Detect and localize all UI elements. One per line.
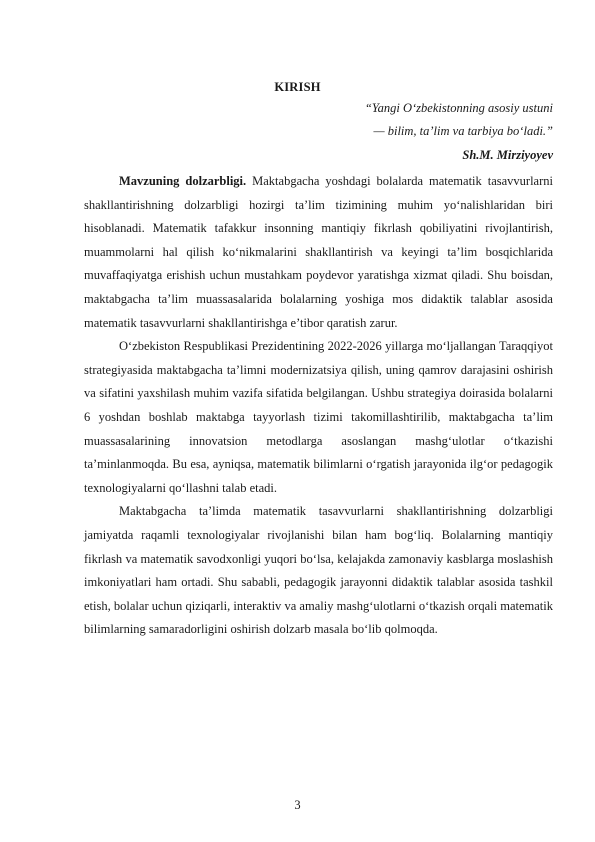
epigraph-author: Sh.M. Mirziyoyev	[462, 148, 553, 162]
paragraph-lead: Mavzuning dolzarbligi.	[119, 174, 247, 188]
epigraph-line-1: “Yangi O‘zbekistonning asosiy ustuni	[364, 101, 553, 115]
body-text	[84, 170, 553, 642]
paragraph-2: O‘zbekiston Respublikasi Prezidentining 2022-2026 yillarga mo‘ljallangan Taraqqiyot strategiyasida maktabgacha ta’limni modernizatsiya qilish, uning qamrov darajasini oshirish va sifatini yaxshilash muhim vazifa sifatida belgilangan. Ushbu strategiya doirasida bolalarni 6 yoshdan boshlab maktabga tayyorlash tizimi takomillashtirilib, maktabgacha ta’lim muassasalarining innovatsion metodlarga asoslangan mashg‘ulotlar o‘tkazishi ta’minlanmoqda. Bu esa, ayniqsa, matematik bilimlarni o‘rgatish jarayonida ilg‘or pedagogik texnologiyalarni qo‘llashni talab etadi.	[84, 339, 553, 495]
paragraph-3: Maktabgacha ta’limda matematik tasavvurlarni shakllantirishning dolzarbligi jamiyatda raqamli texnologiyalar rivojlanishi bilan ham bog‘liq. Bolalarning mantiqiy fikrlash va matematik savodxonligi yuqori bo‘lsa, kelajakda zamonaviy kasblarga moslashish imkoniyatlari ham ortadi. Shu sababli, pedagogik jarayonni didaktik talablar asosida tashkil etish, bolalar uchun qiziqarli, interaktiv va amaliy mashg‘ulotlarni o‘tkazish orqali matematik bilimlarning samaradorligini oshirish dolzarb masala bo‘lib qolmoqda.	[84, 504, 553, 637]
page-number: 3	[294, 798, 301, 812]
epigraph-line-2: — bilim, ta’lim va tarbiya bo‘ladi.”	[373, 124, 553, 138]
paragraph-text: Maktabgacha yoshdagi bolalarda matematik tasavvurlarni shakllantirishning dolzarbligi hozirgi ta’lim tizimining muhim yo‘nalishlaridan biri hisoblanadi. Matematik tafakkur insonning mantiqiy fikrlash qobiliyatini rivojlantirish, muammolarni hal qilish ko‘nikmalarini shakllantirish va keyingi ta’lim bosqichlarida muvaffaqiyatga erishish uchun mustahkam poydevor yaratishga xizmat qiladi. Shu boisdan, maktabgacha ta’lim muassasalarida bolalarning yoshiga mos didaktik talablar asosida matematik tasavvurlarni shakllantirishga e’tibor qaratish zarur.	[84, 174, 553, 330]
section-heading: KIRISH	[274, 80, 321, 94]
paragraph-1	[84, 170, 553, 335]
